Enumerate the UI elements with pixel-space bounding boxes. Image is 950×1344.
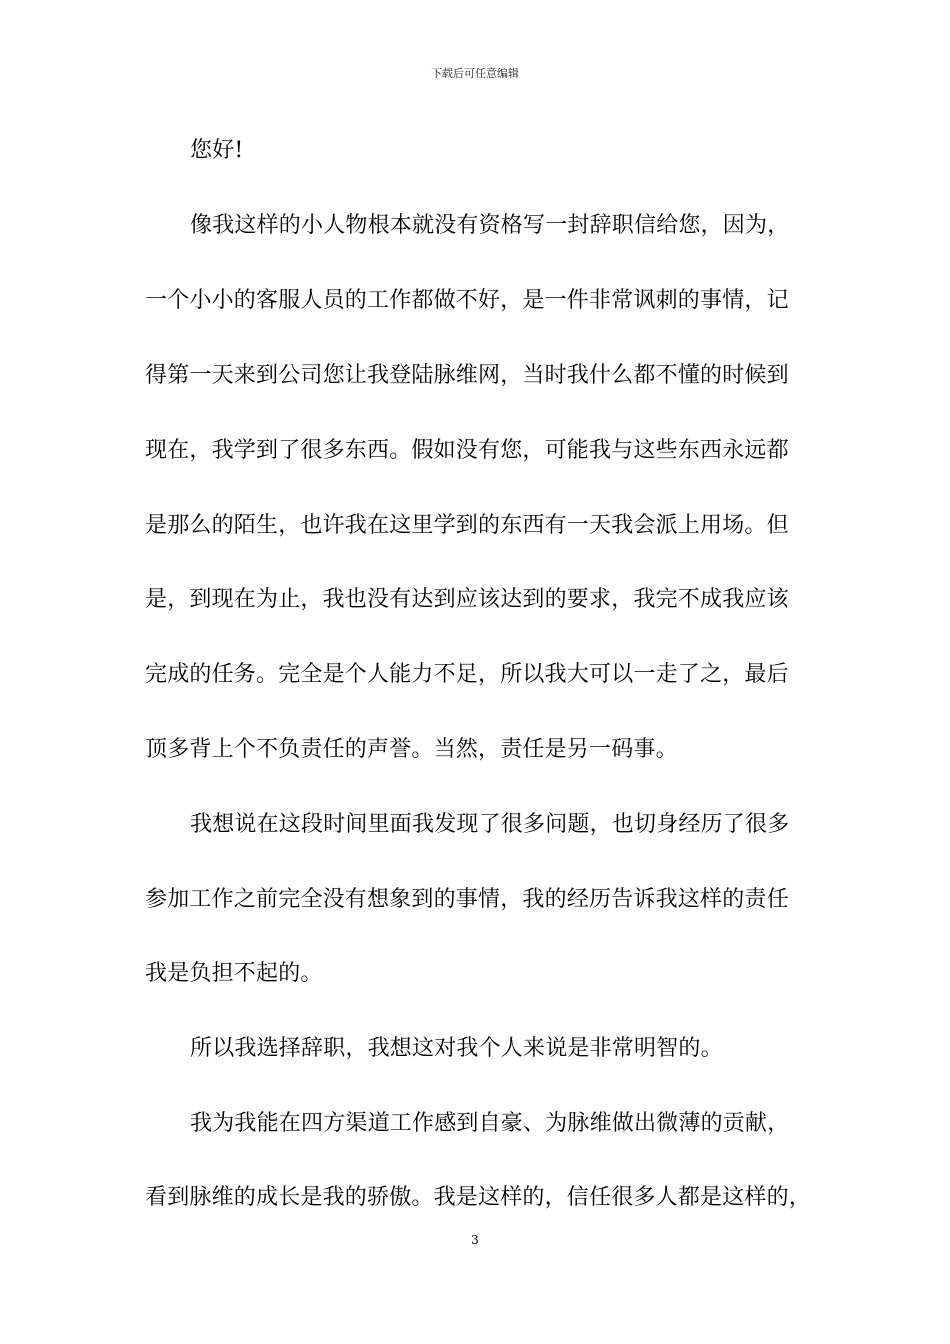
paragraph-line: 是，到现在为止，我也没有达到应该达到的要求，我完不成我应该 (145, 587, 789, 612)
page-number: 3 (471, 1233, 479, 1247)
paragraph-line: 像我这样的小人物根本就没有资格写一封辞职信给您，因为， (190, 213, 790, 238)
paragraph-line: 完成的任务。完全是个人能力不足，所以我大可以一走了之，最后 (145, 662, 789, 687)
greeting-line: 您好! (190, 138, 244, 163)
paragraph-line: 现在，我学到了很多东西。假如没有您，可能我与这些东西永远都 (145, 438, 789, 463)
paragraph-line: 得第一天来到公司您让我登陆脉维网，当时我什么都不懂的时候到 (145, 363, 789, 388)
paragraph-line: 所以我选择辞职，我想这对我个人来说是非常明智的。 (190, 1036, 723, 1061)
paragraph-line: 顶多背上个不负责任的声誉。当然，责任是另一码事。 (145, 737, 678, 762)
paragraph-line: 我是负担不起的。 (145, 961, 323, 986)
paragraph-line: 一个小小的客服人员的工作都做不好，是一件非常讽刺的事情，记 (145, 288, 789, 313)
paragraph-line: 我为我能在四方渠道工作感到自豪、为脉维做出微薄的贡献， (190, 1111, 790, 1136)
paragraph-line: 我想说在这段时间里面我发现了很多问题，也切身经历了很多 (190, 812, 790, 837)
page-header: 下载后可任意编辑 (431, 67, 519, 80)
paragraph-line: 是那么的陌生，也许我在这里学到的东西有一天我会派上用场。但 (145, 513, 789, 538)
paragraph-line: 看到脉维的成长是我的骄傲。我是这样的，信任很多人都是这样的， (145, 1185, 812, 1210)
paragraph-line: 参加工作之前完全没有想象到的事情，我的经历告诉我这样的责任 (145, 887, 789, 912)
